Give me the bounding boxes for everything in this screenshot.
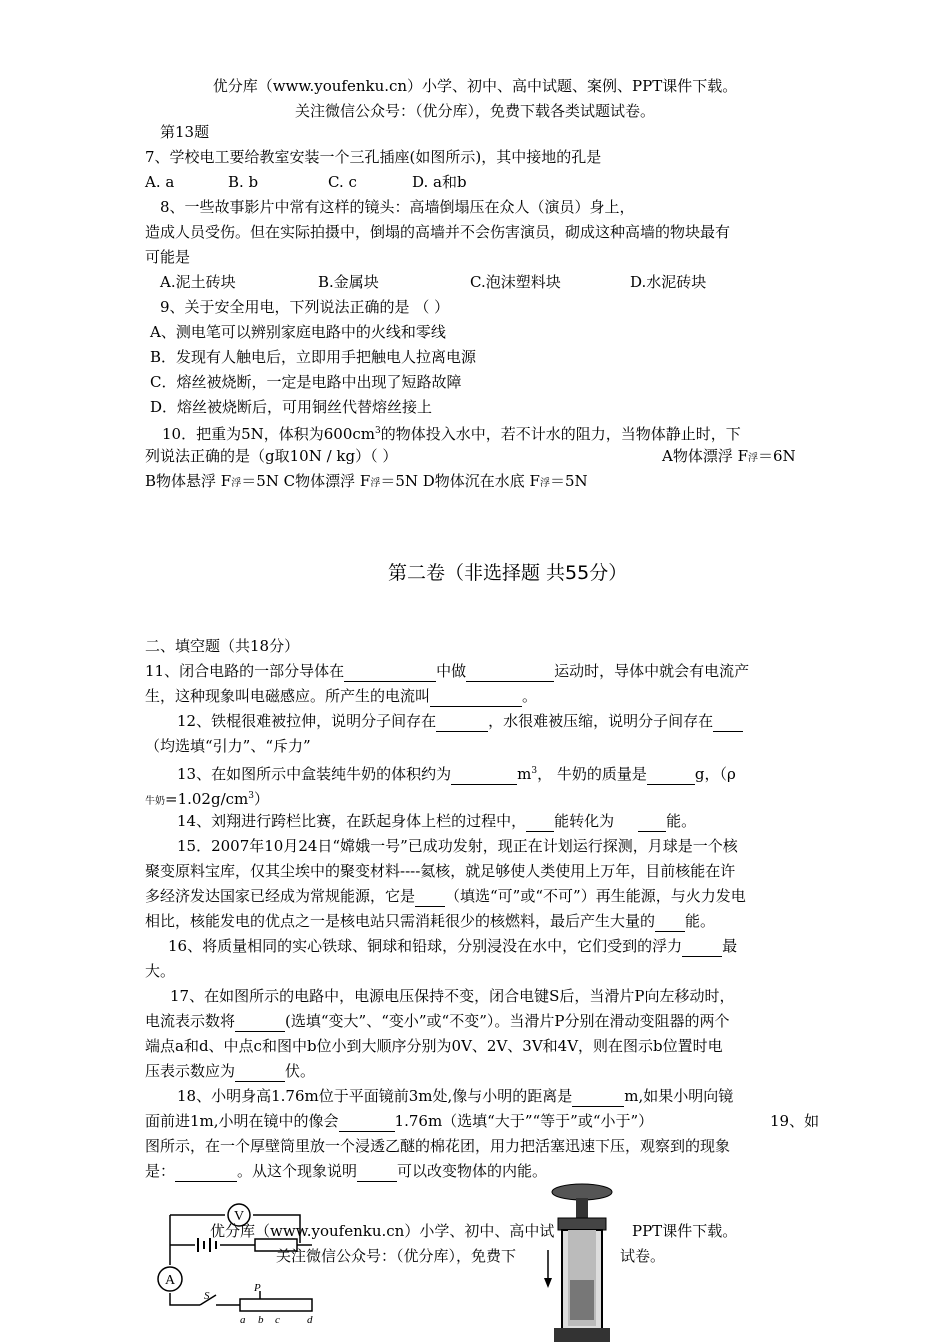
point-a-label: a [240,1314,246,1325]
voltmeter-label: V [234,1209,245,1224]
footer-line-1b: PPT课件下载。 [632,1222,738,1240]
q12-blank-2[interactable] [713,711,743,732]
q13-line-2: 牛奶$=1.02g/cm^3$） [145,790,269,808]
q9-option-b: B．发现有人触电后，立即用手把触电人拉离电源 [150,348,477,366]
q19-blank-2[interactable] [357,1161,397,1182]
q17-line-2: 电流表示数将 (选填“变大”、“变小”或“不变”）。当滑片P分别在滑动变阻器的两个 [145,1012,730,1030]
q11-blank-3[interactable] [430,686,522,707]
q17-line-1: 17、在如图所示的电路中，电源电压保持不变，闭合电键S后，当滑片P向左移动时， [170,987,735,1005]
q19-line-2: 是： 。从这个现象说明 可以改变物体的内能。 [145,1162,548,1180]
q15-blank-2[interactable] [655,911,685,932]
q11-blank-1[interactable] [344,661,436,682]
q16-line-1: 16、将质量相同的实心铁球、铜球和铅球，分别浸没在水中，它们受到的浮力 最 [168,937,738,955]
q14-blank-1[interactable] [526,811,554,832]
q18-blank-2[interactable] [339,1111,395,1132]
q16-blank[interactable] [682,936,722,957]
q7-option-c: C. c [328,173,357,191]
q8-option-a: A.泥土砖块 [160,273,236,291]
q17-blank-2[interactable] [235,1061,285,1082]
q18-blank-1[interactable] [572,1086,624,1107]
footer-line-1a: 优分库（www.youfenku.cn）小学、初中、高中试 [210,1222,555,1240]
header-line-2: 关注微信公众号：（优分库），免费下载各类试题试卷。 [294,102,655,120]
q9-option-d: D．熔丝被烧断后，可用铜丝代替熔丝接上 [150,398,433,416]
q8-line-2: 造成人员受伤。但在实际拍摄中，倒塌的高墙并不会伤害演员，砌成这种高墙的物块最有 [145,223,731,241]
q8-option-d: D.水泥砖块 [630,273,707,291]
q7-stem: 7、学校电工要给教室安装一个三孔插座(如图所示)，其中接地的孔是 [145,148,602,166]
q15-line-1: 15．2007年10月24日“嫦娥一号”已成功发射，现正在计划运行探测，月球是一个核 [177,837,738,855]
ammeter-label: A [165,1273,176,1288]
part2-title: 第二卷（非选择题 共55分） [388,562,628,584]
point-c-label: c [275,1314,280,1325]
q8-option-c: C.泡沫塑料块 [470,273,561,291]
q10-option-a: A物体漂浮 F浮＝6N [662,447,796,465]
header-line-1: 优分库（www.youfenku.cn）小学、初中、高中试题、案例、PPT课件下载。 [212,77,738,95]
q10-line-1: 10．把重为5N，体积为$600cm^3$的物体投入水中，若不计水的阻力，当物体静止时，下 [162,425,741,443]
q12-blank-1[interactable] [436,711,488,732]
piston-rod [576,1198,588,1220]
cotton-ball [570,1280,594,1320]
q18-line-2: 面前进1m,小明在镜中的像会 1.76m（选填“大于”“等于”或“小于”） [145,1112,654,1130]
q8-line-1: 8、一些故事影片中常有这样的镜头：高墙倒塌压在众人（演员）身上， [160,198,635,216]
circuit-wire-left-lower [170,1293,200,1305]
q9-stem: 9、关于安全用电，下列说法正确的是 （ ） [160,298,450,316]
point-b-label: b [258,1314,264,1325]
q7-option-a: A. a [145,173,175,191]
q14-blank-2[interactable] [638,811,666,832]
q13-figure-label: 第13题 [160,123,210,141]
q13-blank-2[interactable] [647,764,695,785]
q19-number: 19、如 [770,1112,820,1130]
q9-option-a: A、测电笔可以辨别家庭电路中的火线和零线 [150,323,446,341]
q11-line-1: 11、闭合电路的一部分导体在 中做 运动时，导体中就会有电流产 [145,662,750,680]
q12-line-2: （均选填“引力”、“斥力” [145,737,311,755]
q19-line-1: 图所示，在一个厚壁筒里放一个浸透乙醚的棉花团，用力把活塞迅速下压，观察到的现象 [145,1137,731,1155]
q15-line-4: 相比，核能发电的优点之一是核电站只需消耗很少的核燃料，最后产生大量的 能。 [145,912,716,930]
q19-blank-1[interactable] [175,1161,237,1182]
q18-line-1: 18、小明身高1.76m位于平面镜前3m处,像与小明的距离是 m,如果小明向镜 [177,1087,734,1105]
q16-line-2: 大。 [145,962,176,980]
point-d-label: d [307,1314,313,1325]
q10-options-bcd: B物体悬浮 F浮＝5N C物体漂浮 F浮＝5N D物体沉在水底 F浮＝5N [145,472,588,490]
q17-line-3: 端点a和d、中点c和图中b位小到大顺序分别为0V、2V、3V和4V，则在图示b位置时电 [145,1037,723,1055]
sliding-rheostat [240,1299,312,1311]
q8-option-b: B.金属块 [318,273,379,291]
q15-blank-1[interactable] [415,886,445,907]
slider-label: P [254,1282,261,1294]
q11-line-2: 生，这种现象叫电磁感应。所产生的电流叫 。 [145,687,538,705]
q15-line-2: 聚变原料宝库，仅其尘埃中的聚变材料----氦核，就足够使人类使用上万年，目前核能在许 [145,862,736,880]
q7-option-d: D. a和b [412,173,467,191]
footer-line-2a: 关注微信公众号：（优分库），免费下 [276,1247,517,1265]
footer-line-2b: 试卷。 [620,1247,666,1265]
q17-line-4: 压表示数应为 伏。 [145,1062,316,1080]
cylinder-base [554,1328,610,1342]
section2-heading: 二、填空题（共18分） [145,637,300,655]
q8-line-3: 可能是 [145,248,191,266]
q12-line-1: 12、铁棍很难被拉伸，说明分子间存在 ，水很难被压缩，说明分子间存在 [177,711,743,732]
piston-handle [552,1184,612,1200]
q14-line: 14、刘翔进行跨栏比赛，在跃起身体上栏的过程中， 能转化为 能。 [177,812,697,830]
switch-label: S [204,1290,210,1302]
cylinder-cap [558,1218,606,1230]
q10-line-2: 列说法正确的是（g取10N / kg）（ ） [145,447,398,465]
piston-cylinder-illustration [540,1180,630,1344]
q9-option-c: C．熔丝被烧断，一定是电路中出现了短路故障 [150,373,462,391]
q7-option-b: B. b [228,173,259,191]
down-arrow-icon [544,1278,552,1288]
q17-blank-1[interactable] [235,1011,285,1032]
q13-line-1: 13、在如图所示中盒装纯牛奶的体积约为 $m^3$， 牛奶的质量是 g，（ρ [177,765,736,783]
q11-blank-2[interactable] [466,661,554,682]
q13-blank-1[interactable] [451,764,517,785]
q15-line-3: 多经济发达国家已经成为常规能源，它是 （填选“可”或“不可”）再生能源，与火力发电 [145,887,746,905]
